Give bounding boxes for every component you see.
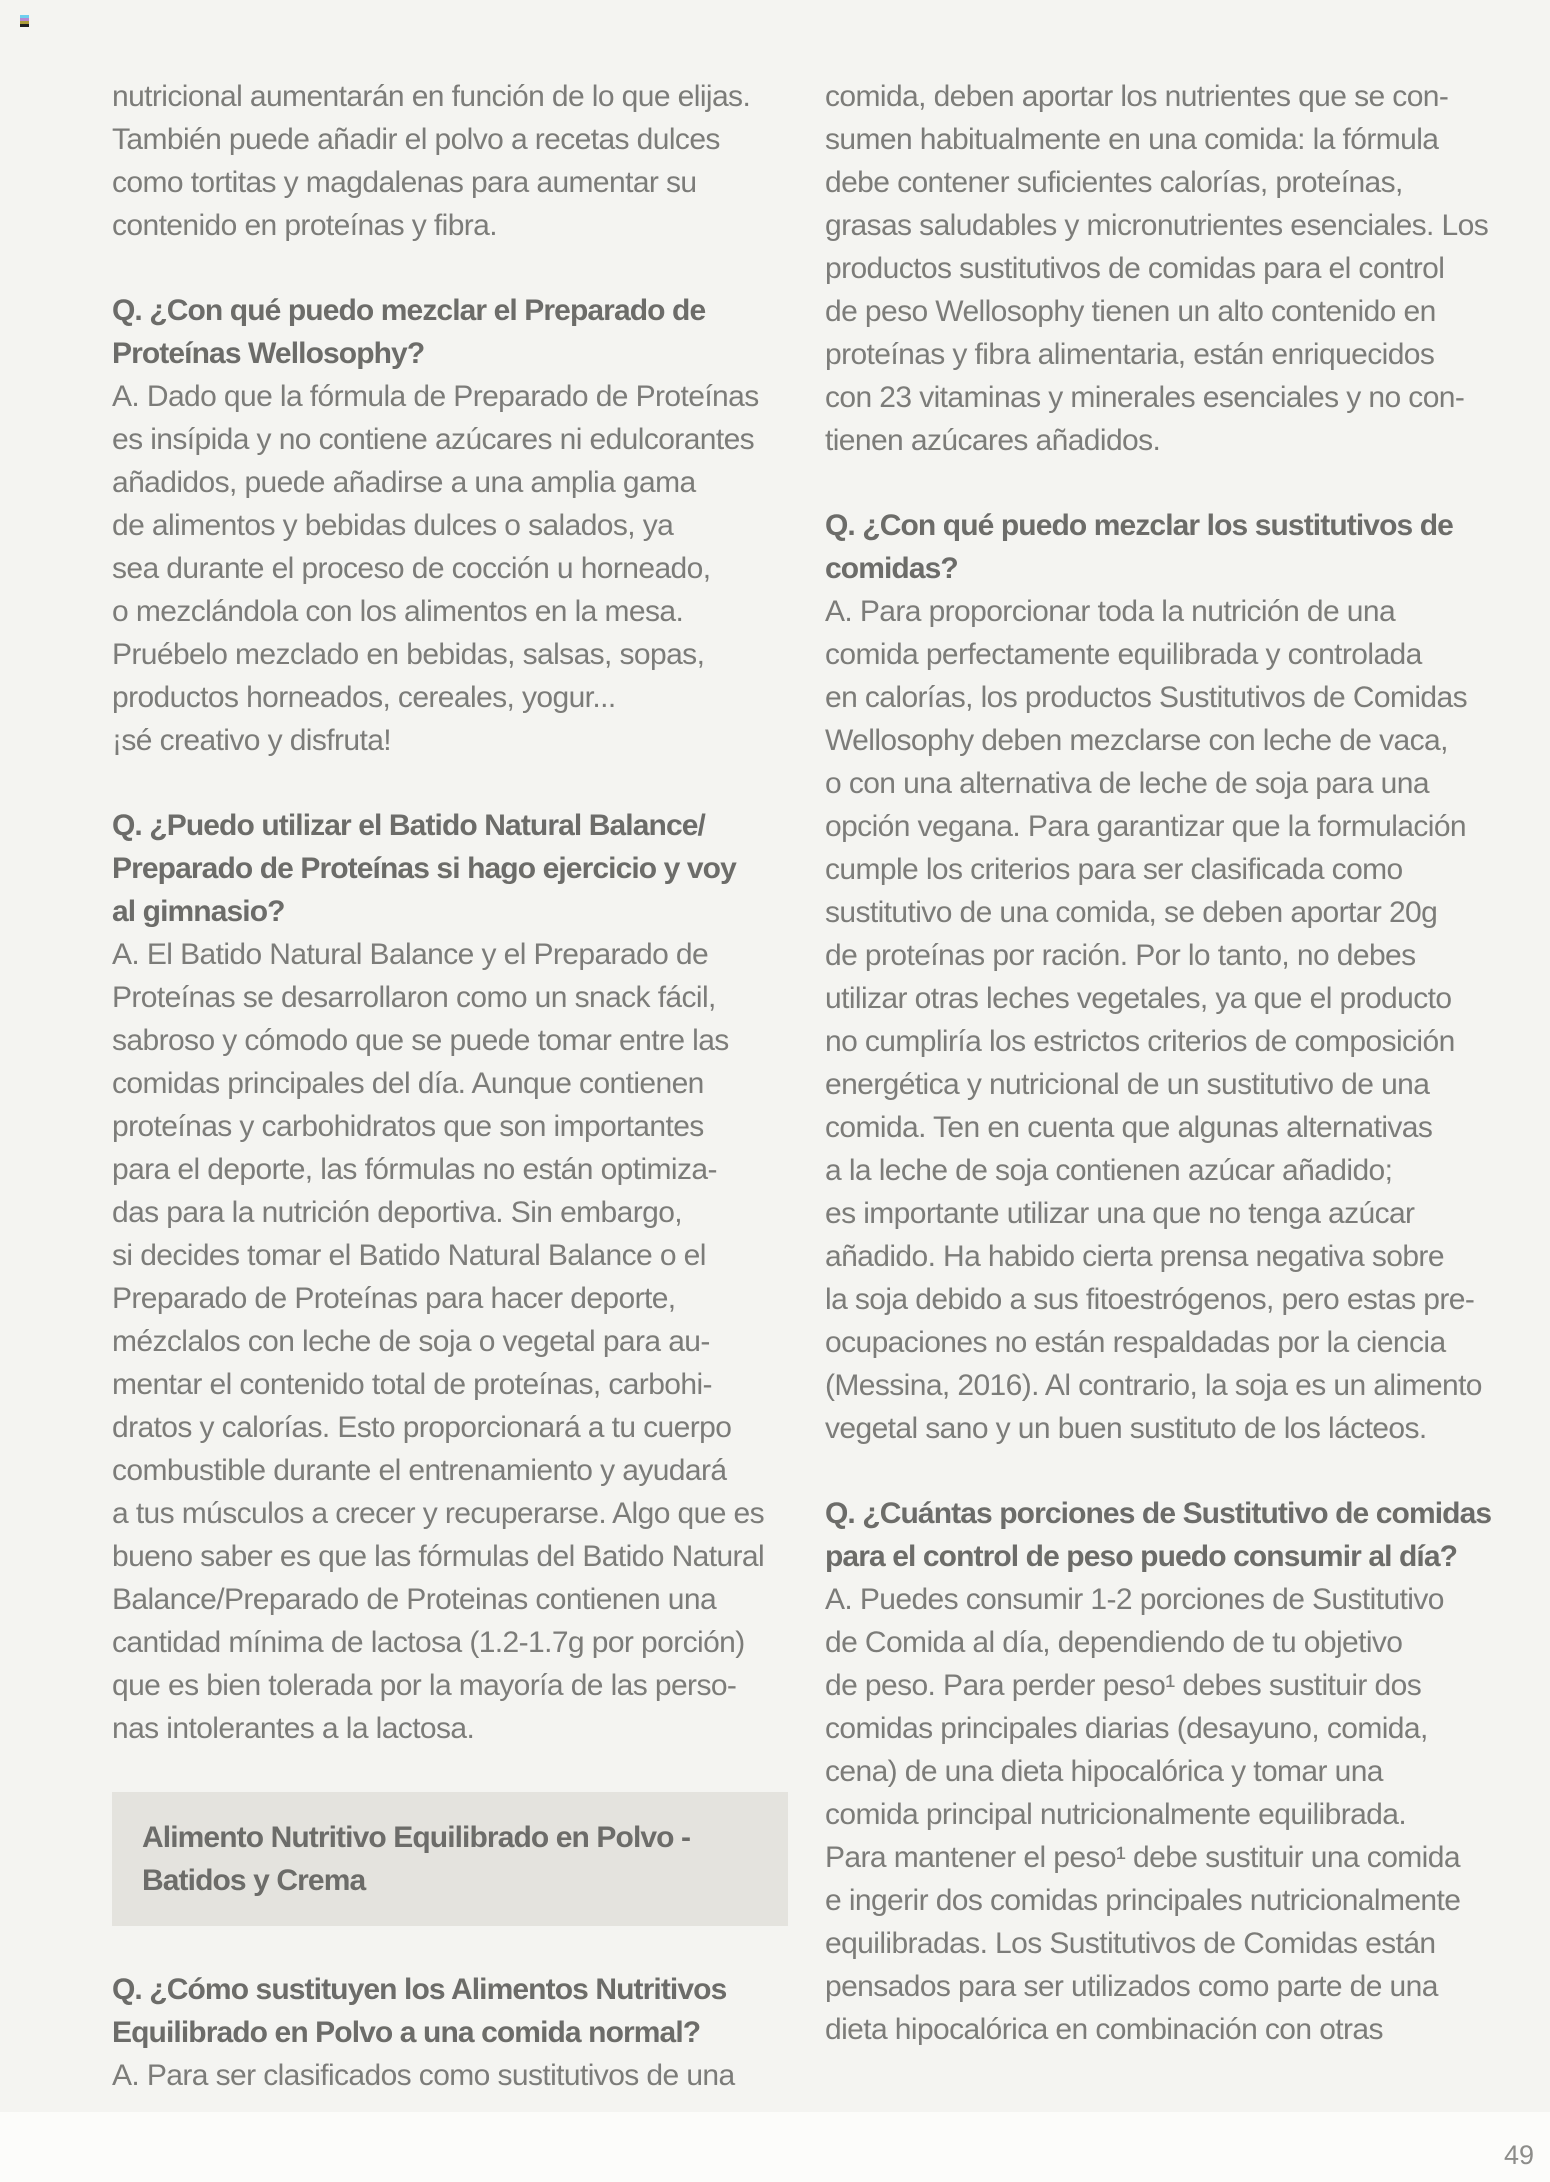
faq-question bbox=[112, 289, 792, 375]
text-line: energética y nutricional de un sustitutivo de una bbox=[825, 1068, 1430, 1101]
text-line: comidas principales del día. Aunque contienen bbox=[112, 1067, 704, 1100]
text-line: Batidos y Crema bbox=[142, 1864, 366, 1897]
text-line: dratos y calorías. Esto proporcionará a tu cuerpo bbox=[112, 1411, 732, 1444]
text-line: Proteínas se desarrollaron como un snack fácil, bbox=[112, 981, 716, 1014]
text-line: combustible durante el entrenamiento y ayudará bbox=[112, 1454, 727, 1487]
text-line: nas intolerantes a la lactosa. bbox=[112, 1712, 475, 1745]
text-line: proteínas y carbohidratos que son importantes bbox=[112, 1110, 704, 1143]
faq-answer bbox=[112, 2054, 792, 2097]
page-number: 49 bbox=[1503, 2140, 1534, 2170]
text-line: no cumpliría los estrictos criterios de composición bbox=[825, 1025, 1455, 1058]
text-line: añadidos, puede añadirse a una amplia gama bbox=[112, 466, 696, 499]
text-line: proteínas y fibra alimentaria, están enriquecidos bbox=[825, 338, 1435, 371]
print-registration-mark bbox=[20, 15, 29, 27]
faq-question bbox=[825, 504, 1505, 590]
text-line: comidas principales diarias (desayuno, comida, bbox=[825, 1712, 1428, 1745]
text-line: pensados para ser utilizados como parte de una bbox=[825, 1970, 1438, 2003]
text-line: al gimnasio? bbox=[112, 895, 285, 928]
text-line: bueno saber es que las fórmulas del Batido Natural bbox=[112, 1540, 765, 1573]
text-line: equilibradas. Los Sustitutivos de Comidas están bbox=[825, 1927, 1436, 1960]
text-line: A. Para ser clasificados como sustitutivos de una bbox=[112, 2059, 735, 2092]
text-line: en calorías, los productos Sustitutivos de Comidas bbox=[825, 681, 1467, 714]
faq-answer bbox=[112, 375, 792, 762]
text-line: Para mantener el peso¹ debe sustituir una comida bbox=[825, 1841, 1460, 1874]
text-line: comida principal nutricionalmente equilibrada. bbox=[825, 1798, 1407, 1831]
text-line: Q. ¿Puedo utilizar el Batido Natural Balance/ bbox=[112, 809, 705, 842]
text-line: ocupaciones no están respaldadas por la ciencia bbox=[825, 1326, 1446, 1359]
text-line: de alimentos y bebidas dulces o salados, ya bbox=[112, 509, 674, 542]
left-column bbox=[112, 75, 792, 2097]
text-line: mentar el contenido total de proteínas, carbohi- bbox=[112, 1368, 712, 1401]
text-line: comidas? bbox=[825, 552, 958, 585]
paragraph bbox=[112, 75, 792, 247]
text-line: Equilibrado en Polvo a una comida normal? bbox=[112, 2016, 701, 2049]
text-line: grasas saludables y micronutrientes esenciales. Los bbox=[825, 209, 1489, 242]
text-line: Pruébelo mezclado en bebidas, salsas, sopas, bbox=[112, 638, 705, 671]
text-line: Proteínas Wellosophy? bbox=[112, 337, 425, 370]
text-line: A. Puedes consumir 1-2 porciones de Sustitutivo bbox=[825, 1583, 1444, 1616]
text-line: sea durante el proceso de cocción u horneado, bbox=[112, 552, 711, 585]
text-line: si decides tomar el Batido Natural Balance o el bbox=[112, 1239, 706, 1272]
text-line: Q. ¿Con qué puedo mezclar los sustitutivos de bbox=[825, 509, 1453, 542]
text-line: sabroso y cómodo que se puede tomar entre las bbox=[112, 1024, 729, 1057]
text-line: Preparado de Proteínas si hago ejercicio y voy bbox=[112, 852, 736, 885]
text-line: como tortitas y magdalenas para aumentar su bbox=[112, 166, 697, 199]
text-line: Alimento Nutritivo Equilibrado en Polvo - bbox=[142, 1821, 691, 1854]
faq-question bbox=[112, 1968, 792, 2054]
text-line: o mezclándola con los alimentos en la mesa. bbox=[112, 595, 684, 628]
text-line: para el deporte, las fórmulas no están optimiza- bbox=[112, 1153, 717, 1186]
text-line: Wellosophy deben mezclarse con leche de vaca, bbox=[825, 724, 1448, 757]
text-line: de proteínas por ración. Por lo tanto, no debes bbox=[825, 939, 1416, 972]
text-line: A. Para proporcionar toda la nutrición de una bbox=[825, 595, 1396, 628]
faq-answer bbox=[825, 590, 1505, 1450]
text-line: cena) de una dieta hipocalórica y tomar una bbox=[825, 1755, 1383, 1788]
paragraph bbox=[825, 75, 1505, 462]
text-line: de peso. Para perder peso¹ debes sustituir dos bbox=[825, 1669, 1422, 1702]
text-line: comida, deben aportar los nutrientes que se con- bbox=[825, 80, 1449, 113]
text-line: Balance/Preparado de Proteinas contienen una bbox=[112, 1583, 717, 1616]
text-line: dieta hipocalórica en combinación con otras bbox=[825, 2013, 1383, 2046]
text-line: tienen azúcares añadidos. bbox=[825, 424, 1161, 457]
text-line: productos sustitutivos de comidas para el control bbox=[825, 252, 1445, 285]
text-line: sustitutivo de una comida, se deben aportar 20g bbox=[825, 896, 1438, 929]
text-line: cantidad mínima de lactosa (1.2-1.7g por porción) bbox=[112, 1626, 745, 1659]
text-line: con 23 vitaminas y minerales esenciales y no con- bbox=[825, 381, 1465, 414]
text-line: es importante utilizar una que no tenga azúcar bbox=[825, 1197, 1415, 1230]
text-line: Preparado de Proteínas para hacer deporte, bbox=[112, 1282, 676, 1315]
text-line: cumple los criterios para ser clasificada como bbox=[825, 853, 1403, 886]
text-line: la soja debido a sus fitoestrógenos, pero estas pre- bbox=[825, 1283, 1475, 1316]
faq-question bbox=[825, 1492, 1505, 1578]
faq-answer bbox=[112, 933, 792, 1750]
color-stripe bbox=[20, 24, 29, 27]
text-line: opción vegana. Para garantizar que la formulación bbox=[825, 810, 1467, 843]
text-line: mézclalos con leche de soja o vegetal para au- bbox=[112, 1325, 710, 1358]
text-line: Q. ¿Con qué puedo mezclar el Preparado de bbox=[112, 294, 706, 327]
text-line: vegetal sano y un buen sustituto de los lácteos. bbox=[825, 1412, 1427, 1445]
text-line: También puede añadir el polvo a recetas dulces bbox=[112, 123, 720, 156]
text-line: añadido. Ha habido cierta prensa negativa sobre bbox=[825, 1240, 1444, 1273]
text-line: a tus músculos a crecer y recuperarse. Algo que es bbox=[112, 1497, 765, 1530]
text-line: para el control de peso puedo consumir al día? bbox=[825, 1540, 1458, 1573]
section-heading-box bbox=[112, 1792, 788, 1926]
right-column bbox=[825, 75, 1505, 2051]
text-line: productos horneados, cereales, yogur... bbox=[112, 681, 616, 714]
faq-question bbox=[112, 804, 792, 933]
text-line: das para la nutrición deportiva. Sin embargo, bbox=[112, 1196, 683, 1229]
text-line: utilizar otras leches vegetales, ya que el producto bbox=[825, 982, 1452, 1015]
text-line: A. Dado que la fórmula de Preparado de Proteínas bbox=[112, 380, 759, 413]
text-line: contenido en proteínas y fibra. bbox=[112, 209, 497, 242]
text-line: nutricional aumentarán en función de lo que elijas. bbox=[112, 80, 751, 113]
text-line: (Messina, 2016). Al contrario, la soja es un alimento bbox=[825, 1369, 1482, 1402]
text-line: es insípida y no contiene azúcares ni edulcorantes bbox=[112, 423, 755, 456]
text-line: Q. ¿Cuántas porciones de Sustitutivo de comidas bbox=[825, 1497, 1492, 1530]
text-line: a la leche de soja contienen azúcar añadido; bbox=[825, 1154, 1393, 1187]
text-line: debe contener suficientes calorías, proteínas, bbox=[825, 166, 1403, 199]
text-line: o con una alternativa de leche de soja para una bbox=[825, 767, 1429, 800]
text-line: que es bien tolerada por la mayoría de las perso- bbox=[112, 1669, 737, 1702]
text-line: Q. ¿Cómo sustituyen los Alimentos Nutritivos bbox=[112, 1973, 727, 2006]
text-line: de Comida al día, dependiendo de tu objetivo bbox=[825, 1626, 1403, 1659]
text-line: de peso Wellosophy tienen un alto contenido en bbox=[825, 295, 1436, 328]
text-line: ¡sé creativo y disfruta! bbox=[112, 724, 392, 757]
text-line: comida perfectamente equilibrada y controlada bbox=[825, 638, 1422, 671]
text-line: e ingerir dos comidas principales nutricionalmente bbox=[825, 1884, 1461, 1917]
faq-answer bbox=[825, 1578, 1505, 2051]
text-line: comida. Ten en cuenta que algunas alternativas bbox=[825, 1111, 1433, 1144]
text-line: sumen habitualmente en una comida: la fórmula bbox=[825, 123, 1439, 156]
text-line: A. El Batido Natural Balance y el Preparado de bbox=[112, 938, 709, 971]
